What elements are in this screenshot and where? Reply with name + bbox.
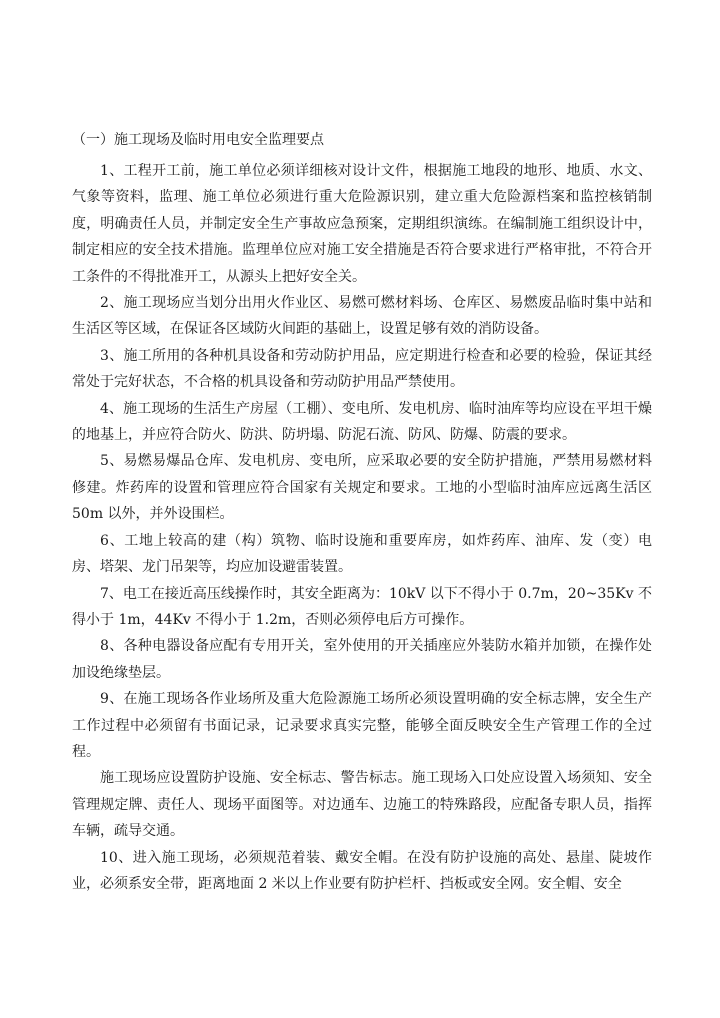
paragraph-7: 7、电工在接近高压线操作时，其安全距离为：10kV 以下不得小于 0.7m，20~35Kv 不得小于 1m，44Kv 不得小于 1.2m，否则必须停电后方可操作。 <box>72 585 652 628</box>
paragraph-9: 9、在施工现场各作业场所及重大危险源施工场所必须设置明确的安全标志牌，安全生产工作过程中必须留有书面记录，记录要求真实完整，能够全面反映安全生产管理工作的全过程。 <box>72 691 652 760</box>
section-heading: （一）施工现场及临时用电安全监理要点 <box>72 132 324 148</box>
document-body <box>72 130 652 897</box>
paragraph-5: 5、易燃易爆品仓库、发电机房、变电所，应采取必要的安全防护措施，严禁用易燃材料修建。炸药库的设置和管理应符合国家有关规定和要求。工地的小型临时油库应远离生活区 50m 以外，并外设围栏。 <box>72 453 652 523</box>
paragraph-6: 6、工地上较高的建（构）筑物、临时设施和重要库房，如炸药库、油库、发（变）电房、塔架、龙门吊架等，均应加设避雷装置。 <box>72 532 652 576</box>
paragraph-8: 8、各种电器设备应配有专用开关，室外使用的开关插座应外装防水箱并加锁，在操作处加设绝缘垫层。 <box>72 638 652 681</box>
paragraph-3: 3、施工所用的各种机具设备和劳动防护用品，应定期进行检查和必要的检验，保证其经常处于完好状态，不合格的机具设备和劳动防护用品严禁使用。 <box>72 347 652 391</box>
paragraph-4: 4、施工现场的生活生产房屋（工棚）、变电所、发电机房、临时油库等均应设在平坦干燥的地基上，并应符合防火、防洪、防坍塌、防泥石流、防风、防爆、防震的要求。 <box>72 400 652 444</box>
paragraph-1: 1、工程开工前，施工单位必须详细核对设计文件，根据施工地段的地形、地质、水文、气象等资料，监理、施工单位必须进行重大危险源识别，建立重大危险源档案和监控核销制度，明确责任人员，并制定安全生产事故应急预案，定期组织演练。在编制施工组织设计中，制定相应的安全技术措施。监理单位应对施工安全措施是否符合要求进行严格审批，不符合开工条件的不得批准开工，从源头上把好安全关。 <box>72 163 652 285</box>
paragraph-site-signage: 施工现场应设置防护设施、安全标志、警告标志。施工现场入口处应设置入场须知、安全管理规定牌、责任人、现场平面图等。对边通车、边施工的特殊路段，应配备专职人员，指挥车辆，疏导交通。 <box>72 770 652 840</box>
paragraph-10: 10、进入施工现场，必须规范着装、戴安全帽。在没有防护设施的高处、悬崖、陡坡作业，必须系安全带，距离地面 2 米以上作业要有防护栏杆、挡板或安全网。安全帽、安全 <box>72 849 652 892</box>
paragraph-2: 2、施工现场应当划分出用火作业区、易燃可燃材料场、仓库区、易燃废品临时集中站和生活区等区域，在保证各区域防火间距的基础上，设置足够有效的消防设备。 <box>72 295 652 338</box>
